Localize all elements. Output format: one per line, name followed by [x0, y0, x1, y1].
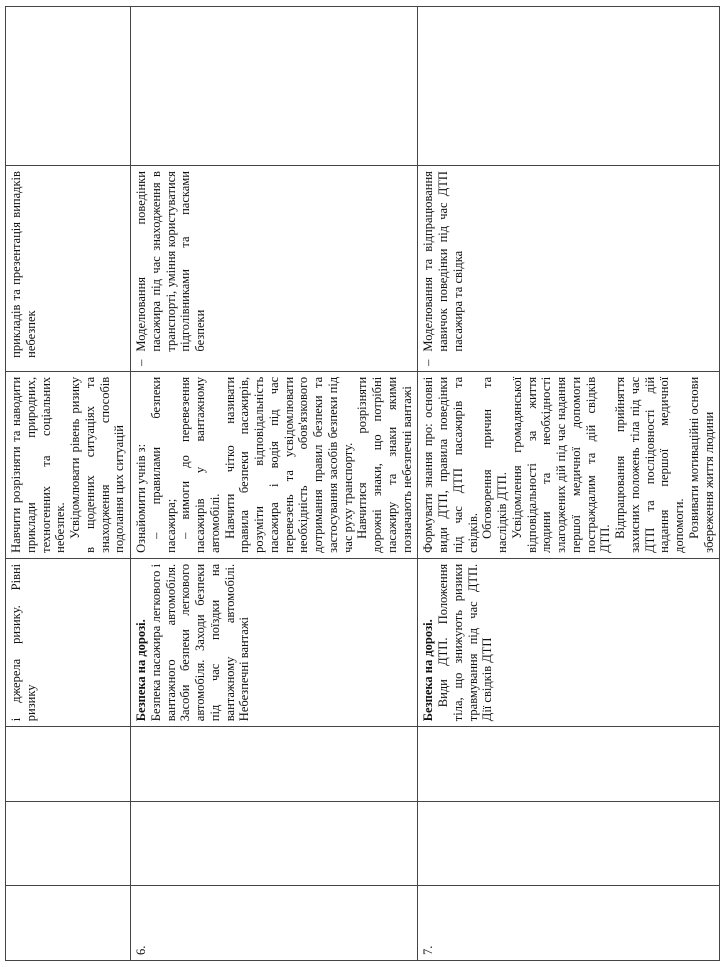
table-row	[131, 7, 418, 961]
content-line: Навчити розрізняти та наводити приклади природних, техногенних та соціальних небезпек.	[9, 376, 68, 553]
content-line: Ознайомити учнів з:	[134, 443, 148, 553]
empty-cell	[6, 802, 131, 886]
topic-text: і джерела ризику. Рівні ризику	[9, 563, 38, 722]
topic-title: Безпека на дорозі.	[134, 619, 148, 722]
activity-text: Моделювання та відпрацювання навичок поведінки під час ДТП пасажира та свідка	[421, 171, 465, 352]
content-line: Навчитися розрізняти дорожні знаки, що потрібні пасажиру та знаки якими позначають небезпечні вантажі	[355, 376, 414, 553]
empty-cell	[131, 7, 418, 166]
number-cell: 7.	[418, 886, 720, 961]
content-line: – вимоги до перевезення пасажирів у вантажному автомобілі.	[178, 376, 222, 553]
content-line: Усвідомлювати рівень ризику в щоденних ситуаціях та знаходження способів подолання цих ситуацій	[68, 376, 127, 553]
empty-cell	[131, 727, 418, 802]
content-line: – правилами безпеки пасажира;	[148, 376, 178, 553]
empty-cell	[6, 727, 131, 802]
content-line: Обговорення причин та наслідків ДТП.	[480, 376, 509, 553]
table-row	[418, 7, 720, 961]
activity-text: прикладів та презентація випадків небезпек	[9, 171, 38, 358]
topic-cell	[418, 558, 720, 726]
topic-cell	[6, 558, 131, 726]
topic-text: Види ДТП. Положення тіла, що знижують ризики травмування під час ДТП. Дії свідків ДТП	[436, 563, 495, 722]
empty-cell	[131, 802, 418, 886]
activities-cell	[6, 166, 131, 372]
content-line: Формувати знання про: основні види ДТП, правила поведінки під час ДТП пасажирів та свідків.	[421, 376, 480, 553]
content-line: Розвивати мотиваційні основи збереження життя людини	[686, 376, 716, 553]
activity-dash: –	[421, 359, 436, 366]
number-cell: 6.	[131, 886, 418, 961]
content-line: Навчити чітко називати правила безпеки пасажирів, розуміти відповідальність пасажира і водія під час перевезень та усвідомлювати необхідність обов'язкового дотримання правил безпеки та застосування засобів безпеки під час руху транспорту.	[222, 376, 355, 553]
table-row	[6, 7, 131, 961]
topic-text: Безпека пасажира легкового і вантажного автомобіля. Засоби безпеки легкового автомобіля. Заходи безпеки під час поїздки на вантажному автомобілі. Небезпечні вантажі	[148, 563, 252, 722]
topic-title: Безпека на дорозі.	[421, 619, 436, 722]
content-cell	[131, 371, 418, 558]
empty-cell	[418, 727, 720, 802]
content-line: Усвідомлення громадянської відповідальності за життя людини та необхідності злагоджених дій під час надання першої медичної допомоги постраждалим та дій свідків ДТП.	[509, 376, 613, 553]
activities-cell	[418, 166, 720, 372]
empty-cell	[418, 7, 720, 166]
lesson-plan-table	[5, 6, 720, 961]
number-cell	[6, 886, 131, 961]
topic-cell	[131, 558, 418, 726]
content-cell	[6, 371, 131, 558]
empty-cell	[418, 802, 720, 886]
content-cell	[418, 371, 720, 558]
empty-cell	[6, 7, 131, 166]
activity-dash: –	[134, 359, 148, 366]
activities-cell	[131, 166, 418, 372]
content-line: Відпрацювання прийняття захисних положень тіла під час ДТП та послідовності дій надання першої медичної допомоги.	[613, 376, 686, 553]
activity-text: Моделювання поведінки пасажира під час знаходження в транспорті, уміння користуватися підголівниками та пасками безпеки	[134, 171, 207, 352]
